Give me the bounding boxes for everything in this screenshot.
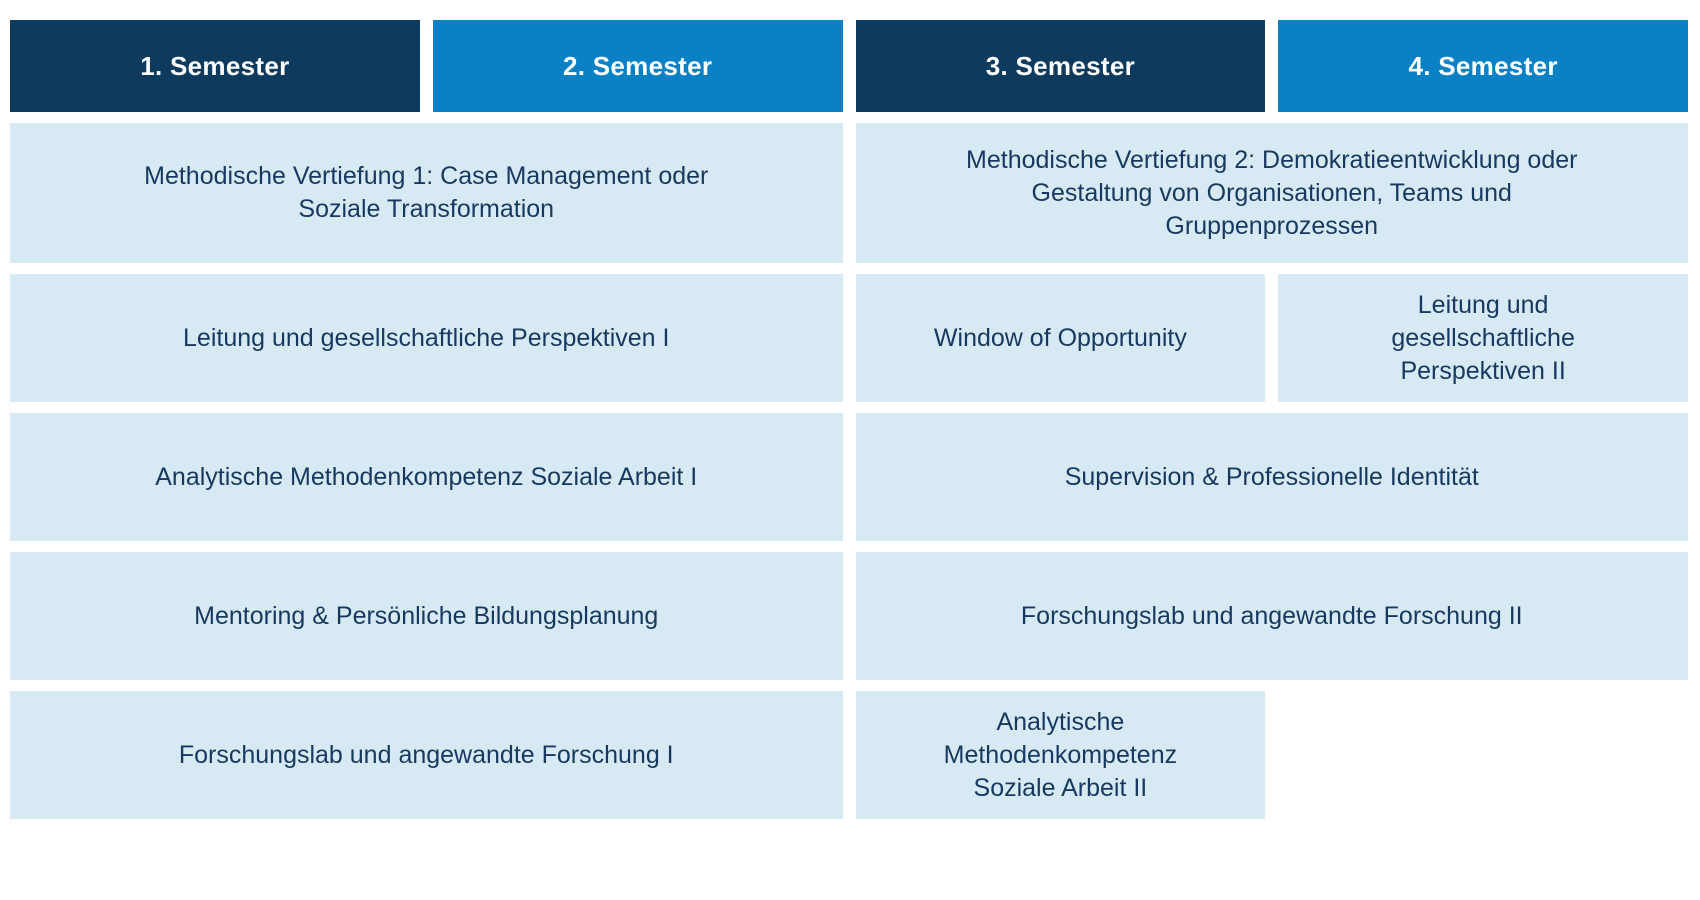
study-plan-grid [10,20,1688,819]
semester-header-label: 3. Semester [985,50,1136,81]
module-cell [856,413,1689,541]
module-cell [10,123,843,263]
module-label: Analytische Methodenkompetenz Soziale Arbeit I [155,462,698,491]
module-label: Methodische Vertiefung 1: Case Management oder Soziale Transformation [144,162,709,223]
semester-header-2 [433,20,843,112]
module-cell [1278,274,1688,402]
semester-header-4 [1278,20,1688,112]
module-cell [856,123,1689,263]
module-label: Methodische Vertiefung 2: Demokratieentwicklung oder Gestaltung von Organisationen, Teams und Gruppenprozessen [966,145,1578,240]
module-label: Mentoring & Persönliche Bildungsplanung [194,601,659,630]
module-cell [10,552,843,680]
module-label: Leitung und gesellschaftliche Perspektiven I [183,323,670,352]
semester-header-1 [10,20,420,112]
module-label: Forschungslab und angewandte Forschung I [178,740,674,769]
module-label: Analytische Methodenkompetenz Soziale Arbeit II [943,707,1178,802]
module-label: Forschungslab und angewandte Forschung II [1020,601,1523,630]
semester-header-label: 2. Semester [562,50,713,81]
module-label: Window of Opportunity [933,323,1187,352]
module-cell [10,691,843,819]
module-cell [856,552,1689,680]
module-label: Supervision & Professionelle Identität [1064,462,1479,491]
module-cell [10,413,843,541]
module-cell [856,274,1266,402]
semester-header-3 [856,20,1266,112]
module-label: Leitung und gesellschaftliche Perspektiven II [1391,290,1575,385]
module-cell [10,274,843,402]
module-cell [856,691,1266,819]
semester-header-label: 1. Semester [140,50,290,81]
semester-header-label: 4. Semester [1408,50,1558,81]
